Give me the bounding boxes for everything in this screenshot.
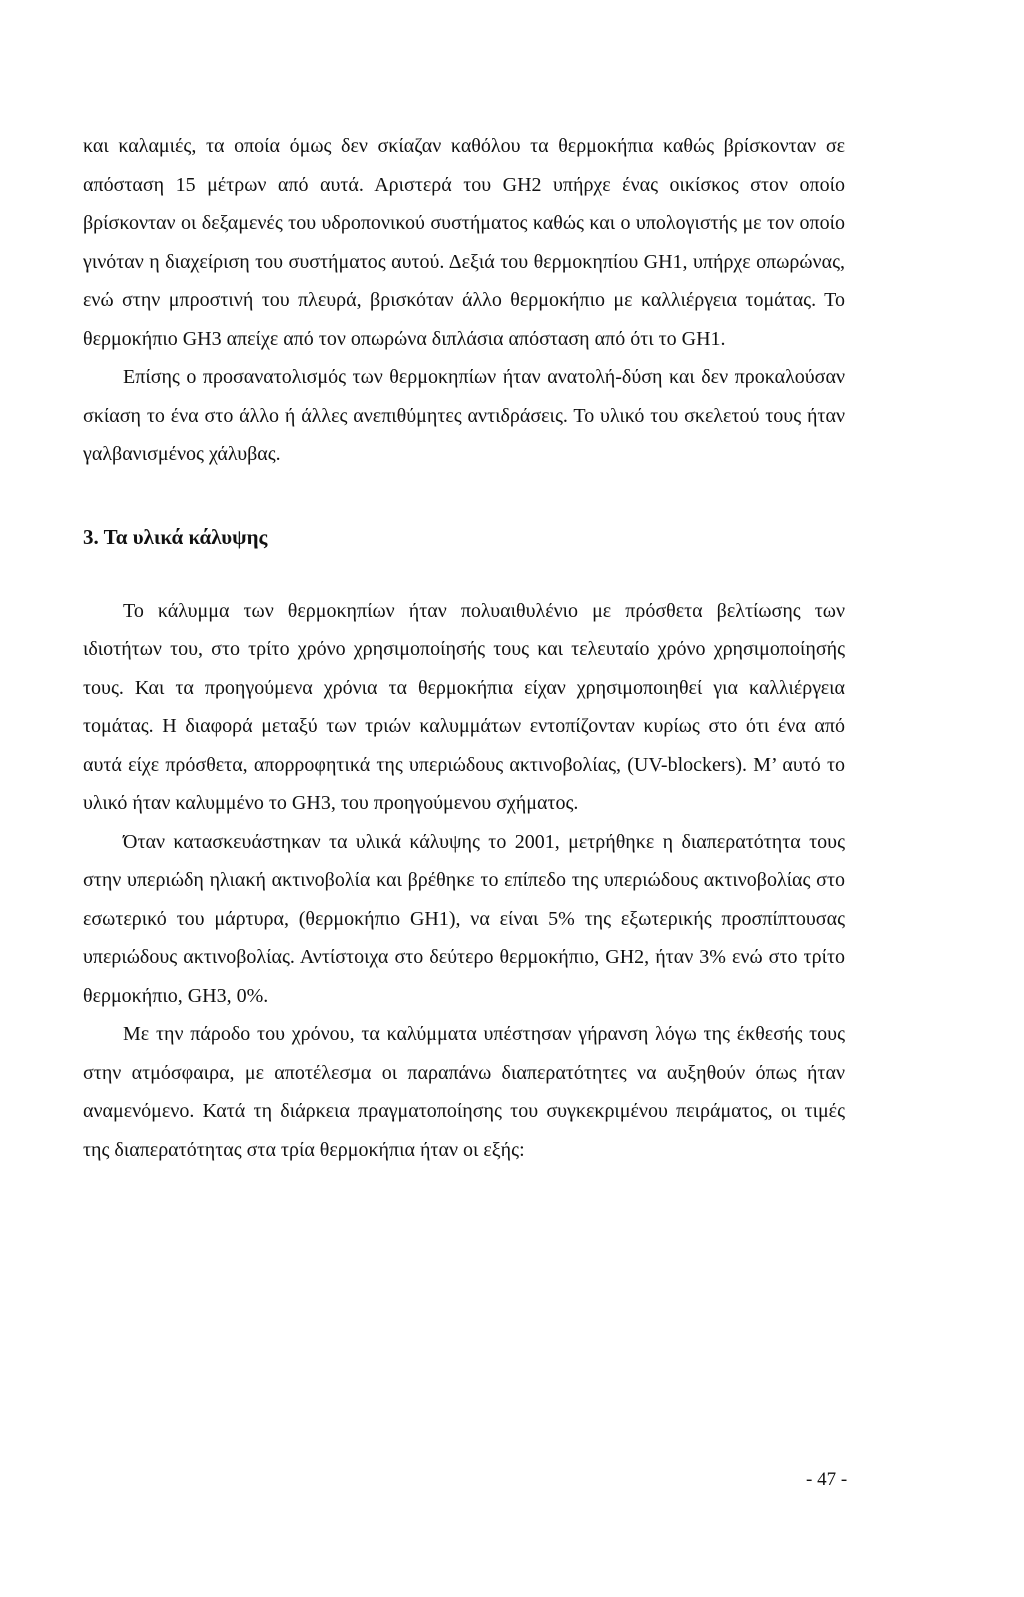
document-page-body: [83, 127, 845, 1169]
section-heading: 3. Τα υλικά κάλυψης: [83, 524, 268, 549]
paragraph-uv-transmittance: Όταν κατασκευάστηκαν τα υλικά κάλυψης το 2001, μετρήθηκε η διαπερατότητα τους στην υπεριώδη ηλιακή ακτινοβολία και βρέθηκε το επίπεδο της υπεριώδους ακτινοβολίας στο εσωτερικό του μάρτυρα, (θερμοκήπιο GH1), να είναι 5% της εξωτερικής προσπίπτουσας υπεριώδους ακτινοβολίας. Αντίστοιχα στο δεύτερο θερμοκήπιο, GH2, ήταν 3% ενώ στο τρίτο θερμοκήπιο, GH3, 0%.: [83, 830, 845, 1007]
paragraph-aging: Με την πάροδο του χρόνου, τα καλύμματα υπέστησαν γήρανση λόγω της έκθεσής τους στην ατμόσφαιρα, με αποτέλεσμα οι παραπάνω διαπερατότητες να αυξηθούν όπως ήταν αναμενόμενο. Κατά τη διάρκεια πραγματοποίησης του συγκεκριμένου πειράματος, οι τιμές της διαπερατότητας στα τρία θερμοκήπια ήταν οι εξής:: [83, 1023, 845, 1161]
paragraph-continued: και καλαμιές, τα οποία όμως δεν σκίαζαν καθόλου τα θερμοκήπια καθώς βρίσκονταν σε απόσταση 15 μέτρων από αυτά. Αριστερά του GH2 υπήρχε ένας οικίσκος στον οποίο βρίσκονταν οι δεξαμενές του υδροπονικού συστήματος καθώς και ο υπολογιστής με τον οποίο γινόταν η διαχείριση του συστήματος αυτού. Δεξιά του θερμοκηπίου GH1, υπήρχε οπωρώνας, ενώ στην μπροστινή του πλευρά, βρισκόταν άλλο θερμοκήπιο με καλλιέργεια τομάτας. Το θερμοκήπιο GH3 απείχε από τον οπωρώνα διπλάσια απόσταση από ότι το GH1.: [83, 135, 845, 350]
paragraph-covering-materials: Το κάλυμμα των θερμοκηπίων ήταν πολυαιθυλένιο με πρόσθετα βελτίωσης των ιδιοτήτων του, στο τρίτο χρόνο χρησιμοποίησής τους και τελευταίο χρόνο χρησιμοποίησής τους. Και τα προηγούμενα χρόνια τα θερμοκήπια είχαν χρησιμοποιηθεί για καλλιέργεια τομάτας. Η διαφορά μεταξύ των τριών καλυμμάτων εντοπίζονταν κυρίως στο ότι ένα από αυτά είχε πρόσθετα, απορροφητικά της υπεριώδους ακτινοβολίας, (UV-blockers). Μ’ αυτό το υλικό ήταν καλυμμένο το GH3, του προηγούμενου σχήματος.: [83, 599, 845, 814]
page-number: - 47 -: [806, 1469, 848, 1490]
paragraph-orientation: Επίσης ο προσανατολισμός των θερμοκηπίων ήταν ανατολή-δύση και δεν προκαλούσαν σκίαση το ένα στο άλλο ή άλλες ανεπιθύμητες αντιδράσεις. Το υλικό του σκελετού τους ήταν γαλβανισμένος χάλυβας.: [83, 366, 845, 465]
